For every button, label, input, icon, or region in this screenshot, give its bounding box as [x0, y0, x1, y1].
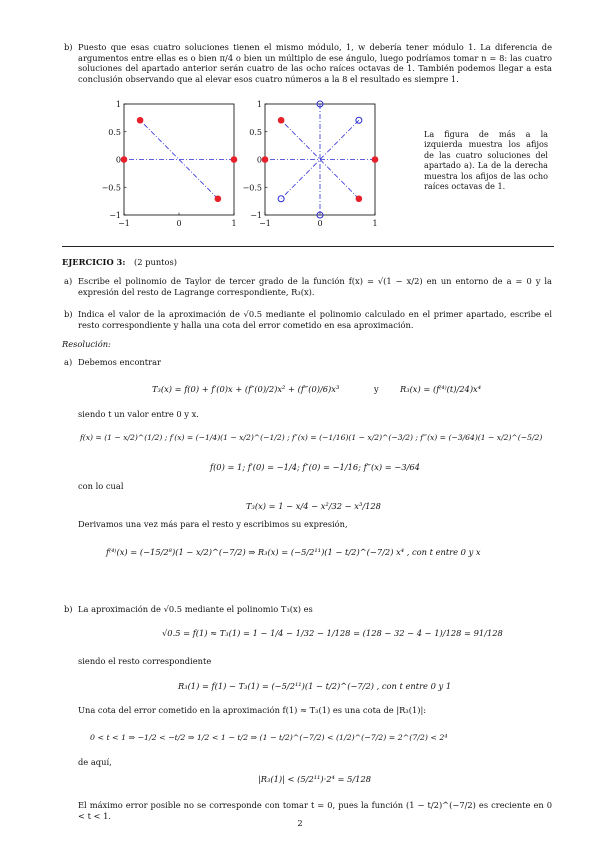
lagrange-remainder: R₃(x) = (f⁽⁴⁾(t)/24)x⁴: [400, 384, 482, 394]
remainder-equation: R₃(1) = f(1) − T₃(1) = (−5/2¹¹)(1 − t/2)^(−7/2) , con t entre 0 y 1: [178, 681, 452, 691]
resolution-heading: Resolución:: [62, 339, 111, 349]
root-marker-red: [356, 196, 362, 202]
exercise-title: EJERCICIO 3:: [62, 257, 126, 267]
fourth-derivative-equation: f⁽⁴⁾(x) = (−15/2⁸)(1 − x/2)^(−7/2) ⇒ R₃(x) = (−5/2¹¹)(1 − t/2)^(−7/2) x⁴ , con t entre 0 y x: [106, 547, 481, 557]
x-tick-label: −1: [118, 219, 130, 228]
root-marker-red: [231, 157, 237, 163]
x-tick-label: 1: [231, 219, 237, 228]
where-t-text: siendo t un valor entre 0 y x.: [78, 409, 199, 419]
page-number: 2: [297, 818, 303, 828]
root-marker-red: [137, 117, 143, 123]
intro-paragraph: Puesto que esas cuatro soluciones tienen el mismo módulo, 1, w debería tener módulo 1. La diferencia de argumentos entre ellas es o bien π/4 o bien un múltiplo de ese ángulo, luego podríamos tomar n = 8: las cuatro soluciones del apartado anterior serán cuatro de las ocho raíces octavas de 1. También podemos llegar a esta conclusión observando que al elevar esos cuatro números a la 8 el resultado es siempre 1.: [78, 42, 552, 84]
rest-intro-text: siendo el resto correspondiente: [78, 656, 212, 666]
root-marker-red: [215, 196, 221, 202]
y-tick-label: −0.5: [242, 183, 262, 193]
conclusion-paragraph: El máximo error posible no se corresponde con tomar t = 0, pues la función (1 − t/2)^(−7/2) es creciente en 0 < t < 1.: [78, 800, 552, 821]
root-marker-blue: [278, 196, 284, 202]
exercise-b-label: b): [64, 309, 73, 319]
taylor-polynomial: T₃(x) = 1 − x/4 − x²/32 − x³/128: [246, 501, 381, 511]
bound-intro-text: Una cota del error cometido en la aproximación f(1) ≈ T₃(1) es una cota de |R₃(1)|:: [78, 705, 427, 715]
y-tick-label: 0.5: [108, 127, 121, 137]
y-tick-label: −1: [250, 211, 262, 220]
section-divider: [62, 246, 554, 247]
y-tick-label: 1: [115, 100, 121, 109]
error-bound: |R₃(1)| < (5/2¹¹)·2⁴ = 5/128: [258, 774, 372, 784]
solution-a-label: a): [64, 357, 73, 367]
approximation-equation: √0.5 = f(1) ≈ T₃(1) = 1 − 1/4 − 1/32 − 1/128 = (128 − 32 − 4 − 1)/128 = 91/128: [162, 628, 503, 638]
derive-more-text: Derivamos una vez más para el resto y escribimos su expresión,: [78, 519, 348, 529]
derivatives-line: f(x) = (1 − x/2)^(1/2) ; f′(x) = (−1/4)(1 − x/2)^(−1/2) ; f″(x) = (−1/16)(1 − x/2)^(−3/2) ; f‴(x) = (−3/64)(1 − x/2)^(−5/2): [80, 433, 543, 442]
solution-a-intro: Debemos encontrar: [78, 357, 161, 367]
y-tick-label: 0.5: [249, 127, 262, 137]
derivative-values: f(0) = 1; f′(0) = −1/4; f″(0) = −1/16; f‴(x) = −3/64: [210, 462, 420, 472]
taylor-equation: T₃(x) = f(0) + f′(0)x + (f″(0)/2)x² + (f‴(0)/6)x³: [152, 384, 340, 394]
root-marker-red: [262, 157, 268, 163]
intro-item-label: b): [64, 42, 73, 52]
roots-figure: [101, 98, 405, 243]
hence-text: de aquí,: [78, 757, 112, 767]
root-marker-red: [278, 117, 284, 123]
y-tick-label: 1: [256, 100, 262, 109]
exercise-a-text: Escribe el polinomio de Taylor de tercer grado de la función f(x) = √(1 − x/2) en un entorno de a = 0 y la expresión del resto de Lagrange correspondiente, R₃(x).: [78, 276, 552, 297]
exercise-a-label: a): [64, 276, 73, 286]
equation-and: y: [374, 384, 379, 394]
y-tick-label: −1: [109, 211, 121, 220]
y-tick-label: 0: [256, 155, 262, 165]
x-tick-label: 0: [317, 219, 323, 228]
inequality-chain: 0 < t < 1 ⇒ −1/2 < −t/2 ⇒ 1/2 < 1 − t/2 ⇒ (1 − t/2)^(−7/2) < (1/2)^(−7/2) = 2^(7/2) < 2⁴: [90, 733, 448, 742]
with-which-text: con lo cual: [78, 481, 124, 491]
exercise-b-text: Indica el valor de la aproximación de √0.5 mediante el polinomio calculado en el primer apartado, escribe el resto correspondiente y halla una cota del error cometido en esa aproximación.: [78, 309, 552, 330]
right-plot: [243, 100, 378, 228]
exercise-points: (2 puntos): [134, 257, 178, 267]
x-tick-label: 0: [176, 219, 182, 228]
x-tick-label: −1: [259, 219, 271, 228]
y-tick-label: 0: [115, 155, 121, 165]
solution-b-intro: La aproximación de √0.5 mediante el polinomio T₃(x) es: [78, 604, 313, 614]
root-marker-red: [121, 157, 127, 163]
root-marker-blue: [356, 117, 362, 123]
figure-caption: La figura de más a la izquierda muestra los afijos de las cuatro soluciones del apartado a). La de la derecha muestra los afijos de las ocho raíces octavas de 1.: [424, 129, 548, 192]
root-marker-red: [372, 157, 378, 163]
left-plot: [102, 100, 237, 228]
solution-b-label: b): [64, 604, 73, 614]
y-tick-label: −0.5: [101, 183, 121, 193]
x-tick-label: 1: [372, 219, 378, 228]
